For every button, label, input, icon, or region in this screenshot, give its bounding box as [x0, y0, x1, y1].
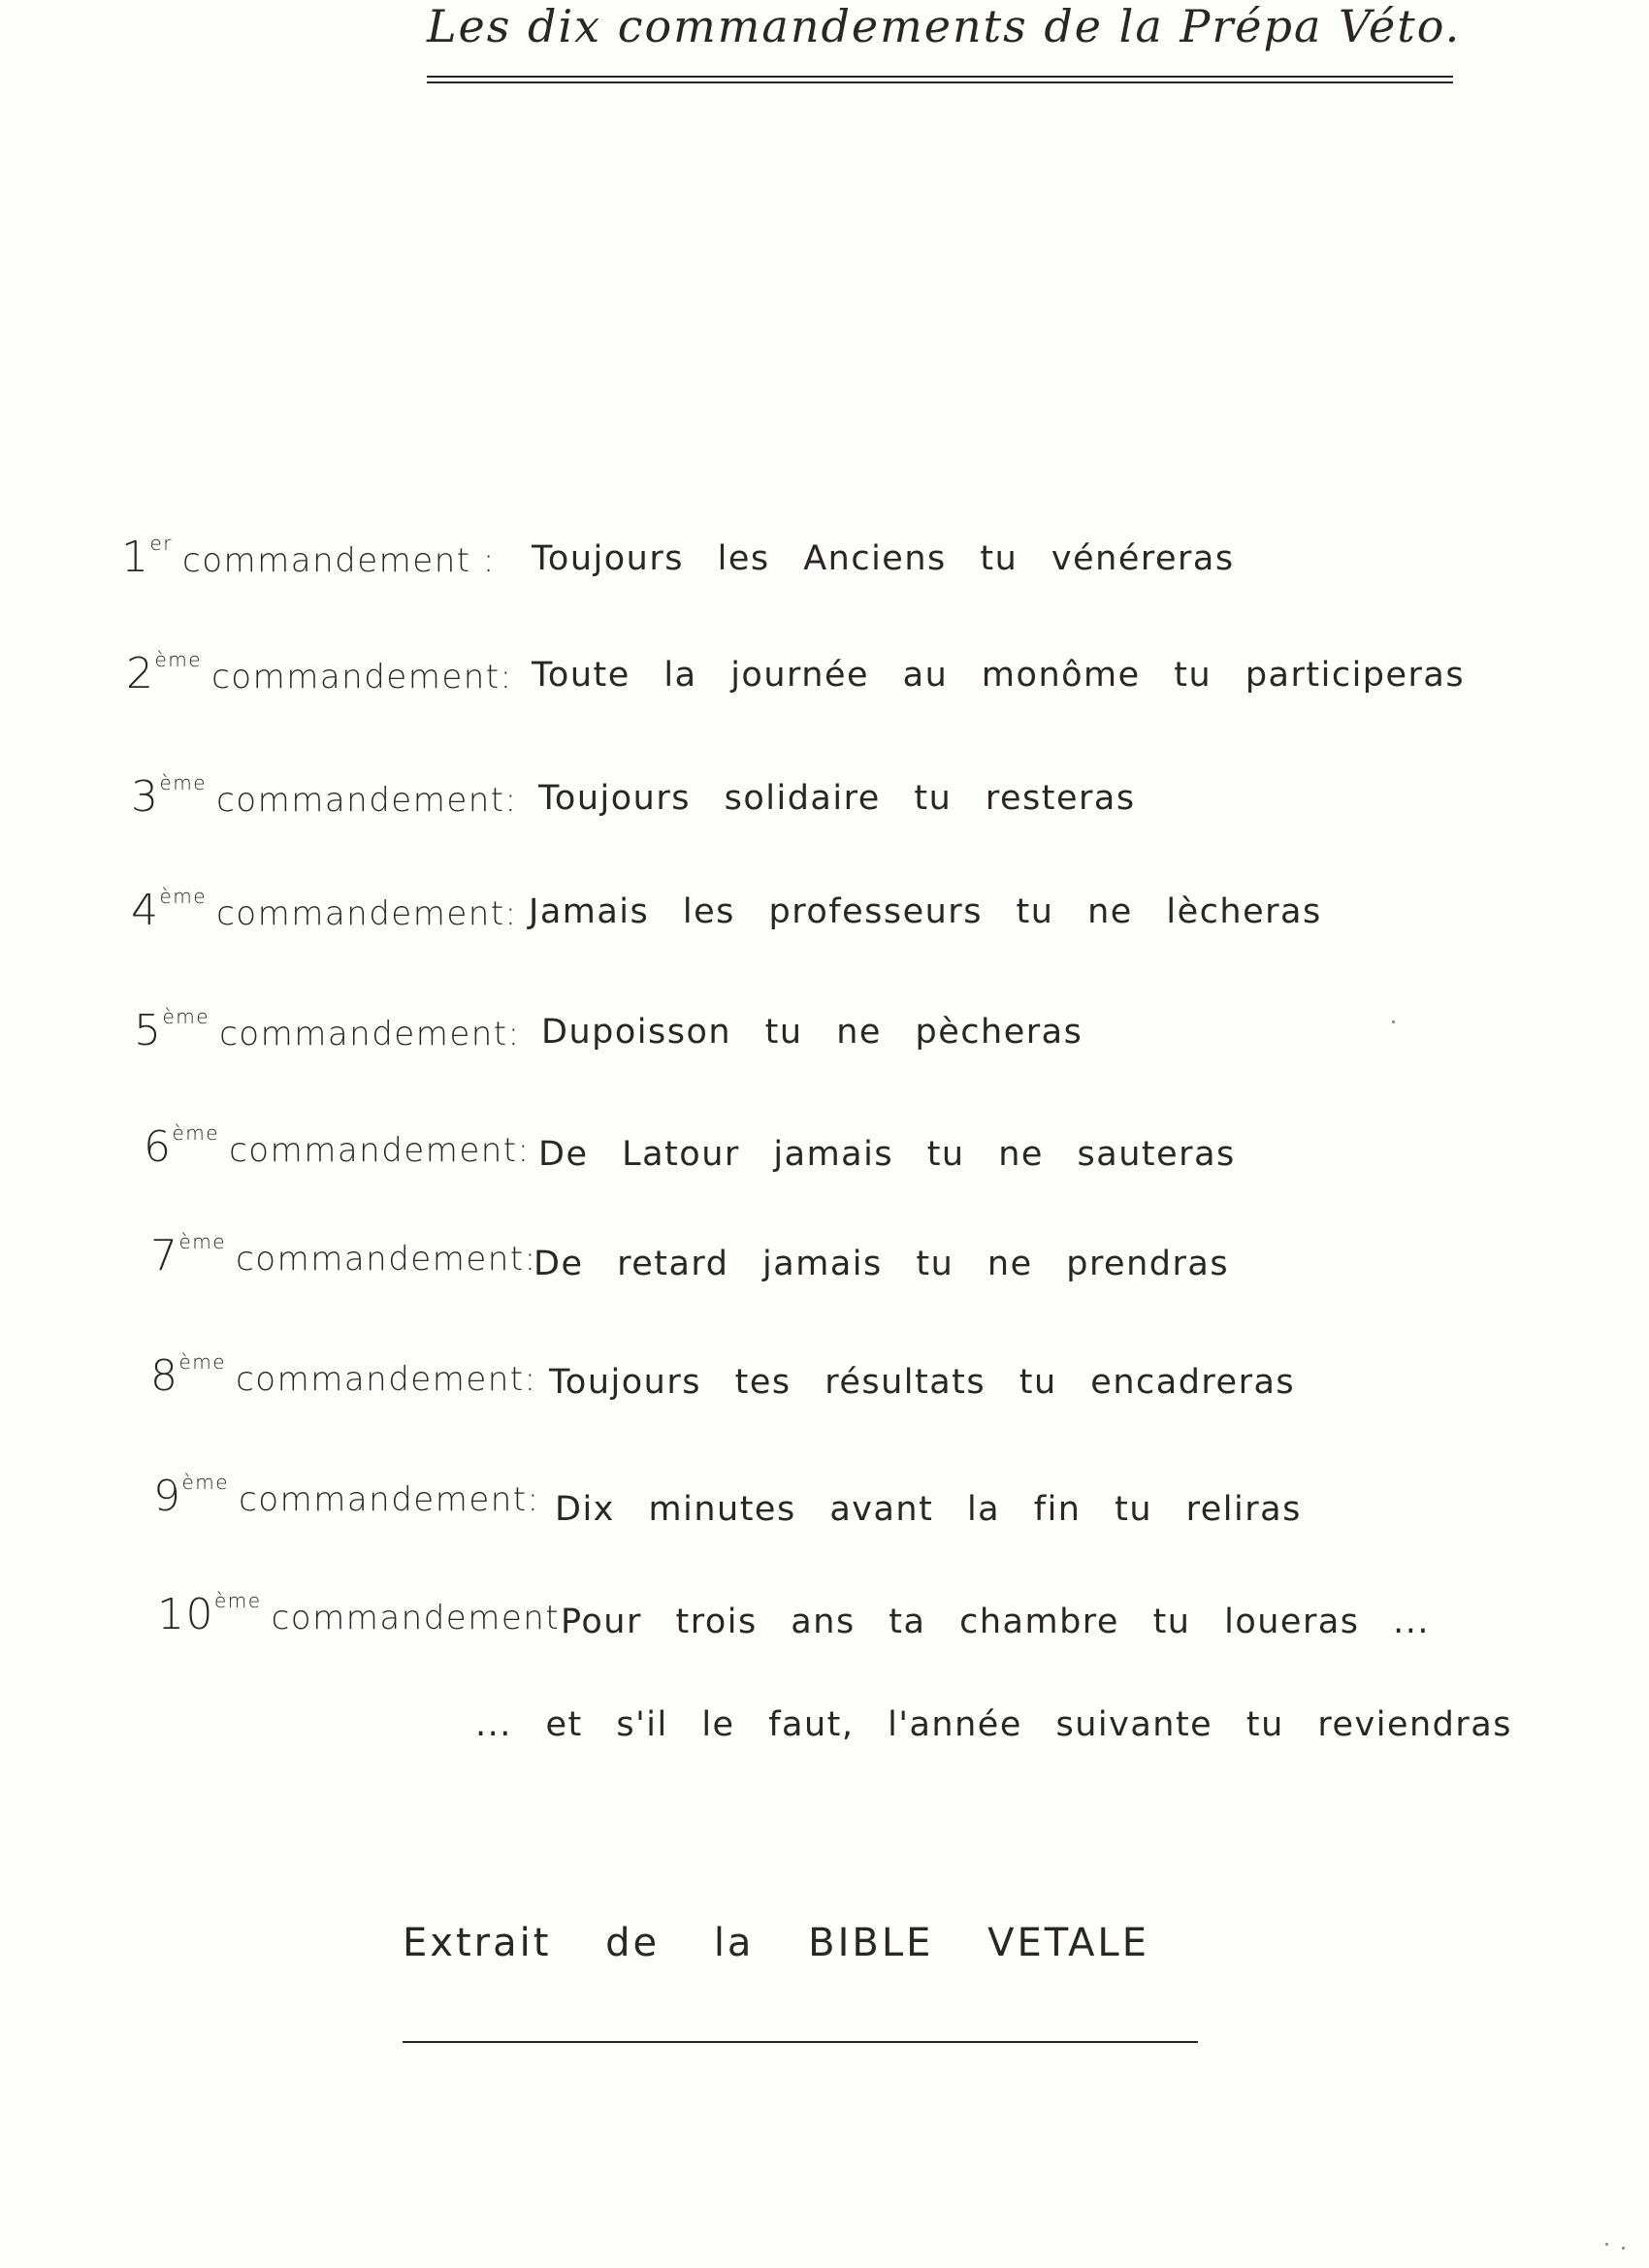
commandment-label: commandement:: [271, 1599, 573, 1637]
commandment-1-heading: [121, 532, 496, 582]
commandment-4-heading: [131, 885, 518, 935]
commandment-7-heading: [150, 1230, 537, 1280]
commandment-label: commandement:: [216, 781, 518, 820]
commandment-number: 1: [121, 533, 150, 582]
commandment-ordinal-suffix: ème: [178, 1350, 227, 1374]
commandment-6-text: De Latour jamais tu ne sauteras: [538, 1135, 1236, 1174]
commandment-ordinal-suffix: ème: [159, 771, 208, 794]
commandment-number: 9: [153, 1472, 182, 1521]
title-underline: [427, 76, 1453, 78]
commandment-label: commandement:: [216, 894, 518, 933]
footer-signature: Extrait de la BIBLE VETALE: [403, 1921, 1149, 1965]
commandment-2-heading: [126, 648, 513, 698]
footer-underline: [403, 2041, 1198, 2043]
page-title: Les dix commandements de la Prépa Véto.: [427, 0, 1462, 52]
commandment-10-heading: [157, 1589, 572, 1639]
commandment-ordinal-suffix: ème: [154, 648, 203, 671]
commandment-number: 4: [131, 886, 160, 935]
commandment-3-heading: [131, 771, 518, 822]
commandment-label: commandement:: [211, 658, 513, 697]
commandment-6-heading: [144, 1121, 531, 1172]
commandment-label: commandement:: [236, 1360, 537, 1399]
commandment-10-text: Pour trois ans ta chambre tu loueras ...: [561, 1603, 1431, 1641]
commandment-9-text: Dix minutes avant la fin tu reliras: [555, 1490, 1302, 1529]
commandment-9-heading: [153, 1471, 540, 1521]
commandment-number: 8: [150, 1351, 179, 1401]
commandment-1-text: Toujours les Anciens tu vénéreras: [532, 539, 1235, 578]
commandment-2-text: Toute la journée au monôme tu participeras: [532, 656, 1466, 695]
commandment-ordinal-suffix: ème: [178, 1230, 227, 1253]
commandment-label: commandement:: [239, 1480, 540, 1519]
commandment-number: 6: [144, 1122, 173, 1172]
paper-speck: [1605, 2243, 1608, 2246]
commandment-ordinal-suffix: ème: [162, 1005, 210, 1028]
paper-speck: [1392, 1021, 1395, 1023]
commandment-ordinal-suffix: ème: [214, 1589, 262, 1612]
commandment-7-text: De retard jamais tu ne prendras: [534, 1245, 1230, 1283]
paper-speck: [1622, 2247, 1625, 2250]
commandment-number: 2: [126, 649, 155, 698]
commandment-ordinal-suffix: ème: [159, 885, 208, 908]
commandment-number: 7: [150, 1231, 179, 1280]
commandment-3-text: Toujours solidaire tu resteras: [538, 779, 1136, 818]
commandment-4-text: Jamais les professeurs tu ne lècheras: [529, 892, 1322, 931]
commandment-number: 3: [131, 772, 160, 822]
commandment-10-continuation: ... et s'il le faut, l'année suivante tu reviendras: [475, 1705, 1512, 1744]
commandment-label: commandement :: [182, 541, 496, 580]
commandment-number: 10: [157, 1590, 214, 1639]
commandment-label: commandement:: [219, 1015, 521, 1053]
commandment-ordinal-suffix: ème: [172, 1121, 220, 1145]
commandment-8-heading: [150, 1350, 537, 1401]
title-underline-second: [427, 81, 1453, 83]
commandment-ordinal-suffix: ème: [181, 1471, 230, 1494]
commandment-label: commandement:: [236, 1240, 537, 1279]
commandment-5-heading: [134, 1005, 521, 1055]
commandment-label: commandement:: [229, 1131, 531, 1170]
commandment-8-text: Toujours tes résultats tu encadreras: [549, 1363, 1296, 1402]
commandment-ordinal-suffix: er: [149, 532, 174, 555]
commandment-5-text: Dupoisson tu ne pècheras: [541, 1013, 1083, 1052]
commandment-number: 5: [134, 1006, 163, 1055]
